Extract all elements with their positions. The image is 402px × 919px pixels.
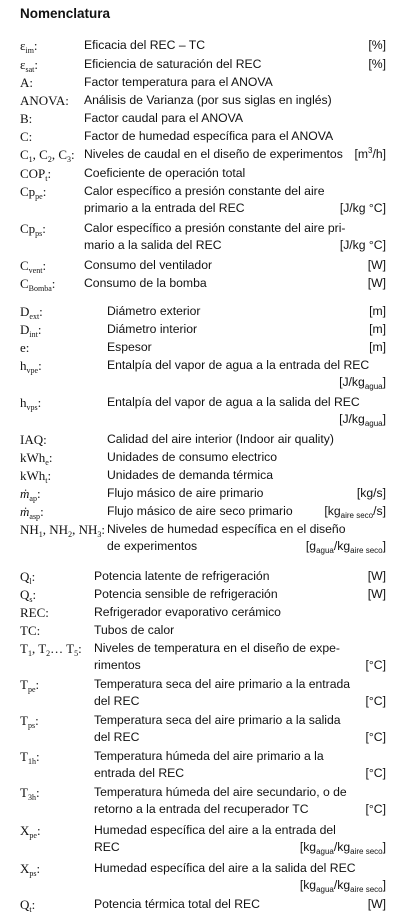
symbol: $D_{int}$: <box>20 322 42 339</box>
definition <box>84 56 386 73</box>
page-title: Nomenclatura <box>20 6 111 21</box>
definition <box>94 748 386 782</box>
symbol: A: <box>20 75 33 90</box>
symbol: $Q_t$: <box>20 897 36 914</box>
symbol: ṁ$_{ap}$: <box>20 486 41 503</box>
unit: $[m^3/h]$ <box>354 145 386 161</box>
symbol: $C_1$, $C_2$, $C_3$: <box>20 147 75 164</box>
symbol: IAQ: <box>20 432 47 447</box>
definition <box>94 622 386 639</box>
symbol: $NH_1$, $NH_2$, $NH_3$: <box>20 522 105 539</box>
symbol: TC: <box>20 623 41 638</box>
symbol: $T_1$, $T_2\dots$ $T_5$: <box>20 641 82 658</box>
unit: [W] <box>367 587 386 601</box>
definition-text: Niveles de temperatura en el diseño de expe- <box>94 641 340 655</box>
symbol: REC: <box>20 605 49 620</box>
definition-text: Calor específico a presión constante del aire pri- <box>84 221 346 235</box>
definition-text: Análisis de Varianza (por sus siglas en inglés) <box>84 93 332 107</box>
definition <box>94 896 386 913</box>
definition-text: Coeficiente de operación total <box>84 166 246 180</box>
definition <box>94 640 386 674</box>
unit: [m] <box>369 304 386 318</box>
definition-continuation: $[kg_{agua}/kg_{aire seco}]$ REC <box>94 840 386 857</box>
symbol: $X_{ps}$: <box>20 861 41 878</box>
unit: [°C] <box>365 730 386 745</box>
definition <box>94 568 386 585</box>
definition-text: Unidades de consumo electrico <box>107 450 278 464</box>
definition <box>94 586 386 603</box>
symbol: e: <box>20 340 30 355</box>
symbol: $T_{ps}$: <box>20 713 39 730</box>
unit: [W] <box>367 258 386 272</box>
definition <box>107 303 386 320</box>
definition-continuation: $[J/kg_{agua}]$ <box>339 375 386 392</box>
symbol: $COP_t$: <box>20 166 52 183</box>
definition-text: [m] Diámetro interior <box>107 321 386 338</box>
definition-text: [kg/s] Flujo másico de aire primario <box>107 485 386 502</box>
definition <box>107 503 386 520</box>
definition-continuation: $[g_{agua}/kg_{aire seco}]$ de experimentos <box>107 539 386 556</box>
definition-continuation: [J/kg °C] primario a la entrada del REC <box>84 200 386 217</box>
definition-text: [m] Diámetro exterior <box>107 303 386 320</box>
definition <box>107 521 386 555</box>
unit: $[g_{agua}/kg_{aire seco}]$ <box>305 539 386 556</box>
definition <box>107 357 386 391</box>
symbol: ANOVA: <box>20 93 69 108</box>
definition-text: [%] Eficiencia de saturación del REC <box>84 56 386 73</box>
unit: [°C] <box>365 802 386 817</box>
definition-continuation: [°C] retorno a la entrada del recuperador TC <box>94 801 386 818</box>
unit: [°C] <box>365 694 386 709</box>
unit: [W] <box>367 897 386 911</box>
definition-text: [W] Consumo de la bomba <box>84 275 386 292</box>
unit: [J/kg °C] <box>339 238 386 253</box>
definition <box>107 394 386 428</box>
symbol: $h_{vps}$: <box>20 395 42 412</box>
symbol: C: <box>20 129 33 144</box>
definition-text: Factor temperatura para el ANOVA <box>84 75 273 89</box>
definition-text: Factor de humedad específica para el ANOVA <box>84 129 334 143</box>
definition-text: Tubos de calor <box>94 623 175 637</box>
definition-text: Humedad específica del aire a la entrada del <box>94 823 336 837</box>
definition-text: [W] Potencia latente de refrigeración <box>94 568 386 585</box>
definition-text: Temperatura seca del aire primario a la salida <box>94 713 341 727</box>
definition-continuation: [°C] entrada del REC <box>94 765 386 782</box>
unit: [W] <box>367 569 386 583</box>
unit: [W] <box>367 276 386 290</box>
definition-continuation: $[J/kg_{agua}]$ <box>339 412 386 429</box>
definition-continuation: [°C] del REC <box>94 729 386 746</box>
unit: [°C] <box>365 766 386 781</box>
unit: [%] <box>368 57 386 71</box>
symbol: $Cp_{pe}$: <box>20 184 47 201</box>
definition-text: Refrigerador evaporativo cerámico <box>94 605 281 619</box>
definition <box>84 220 386 254</box>
symbol: $C_{Bomba}$: <box>20 276 56 293</box>
definition-text: Calor específico a presión constante del aire <box>84 184 325 198</box>
definition <box>94 712 386 746</box>
definition-text: Humedad específica del aire a la salida del REC <box>94 861 356 875</box>
definition-text: Entalpía del vapor de agua a la salida del REC <box>107 395 360 409</box>
definition <box>107 431 386 448</box>
symbol: $h_{vpe}$: <box>20 358 42 375</box>
unit: [m] <box>369 340 386 354</box>
definition-text: Temperatura húmeda del aire primario a la <box>94 749 324 763</box>
symbol: ṁ$_{asp}$: <box>20 504 44 521</box>
symbol: $T_{pe}$: <box>20 677 40 694</box>
definition <box>94 676 386 710</box>
symbol: $X_{pe}$: <box>20 823 41 840</box>
definition-text: [W] Potencia sensible de refrigeración <box>94 586 386 603</box>
definition <box>94 860 386 894</box>
definition-text: Temperatura húmeda del aire secundario, o de <box>94 785 347 799</box>
unit: [kg/s] <box>356 486 386 500</box>
definition <box>94 822 386 856</box>
definition-text: [m] Espesor <box>107 339 386 356</box>
unit: $[kg_{aire seco}/s]$ <box>324 504 386 520</box>
symbol: kWh$_e$: <box>20 450 53 467</box>
definition <box>84 128 386 145</box>
definition-text: Temperatura seca del aire primario a la entrada <box>94 677 351 691</box>
definition-text: Unidades de demanda térmica <box>107 468 273 482</box>
definition <box>107 321 386 338</box>
unit: [J/kg °C] <box>339 201 386 216</box>
definition <box>94 604 386 621</box>
definition-text: $[kg_{aire seco}/s]$ Flujo másico de aire seco primario <box>107 504 386 520</box>
symbol: $Cp_{ps}$: <box>20 221 46 238</box>
definition-text: Niveles de humedad específica en el diseño <box>107 522 346 536</box>
symbol: kWh$_t$: <box>20 468 52 485</box>
symbol: $C_{vent}$: <box>20 258 47 275</box>
unit: [°C] <box>365 658 386 673</box>
symbol: $D_{ext}$: <box>20 304 43 321</box>
unit: [%] <box>368 38 386 52</box>
definition <box>84 92 386 109</box>
definition-text: Entalpía del vapor de agua a la entrada del REC <box>107 358 370 372</box>
definition <box>84 183 386 217</box>
symbol: $Q_s$: <box>20 587 37 604</box>
definition-continuation: [°C] rimentos <box>94 657 386 674</box>
symbol: B: <box>20 111 33 126</box>
symbol: $\varepsilon_{im}$: <box>20 38 38 55</box>
definition <box>84 257 386 274</box>
definition-text: [W] Potencia térmica total del REC <box>94 896 386 913</box>
unit: $[kg_{agua}/kg_{aire seco}]$ <box>299 840 386 857</box>
definition <box>107 449 386 466</box>
definition <box>84 110 386 127</box>
definition <box>84 146 386 163</box>
definition <box>84 74 386 91</box>
definition-text: Factor caudal para el ANOVA <box>84 111 243 125</box>
definition-continuation: $[kg_{agua}/kg_{aire seco}]$ <box>299 878 386 895</box>
definition <box>84 275 386 292</box>
definition-continuation: [J/kg °C] mario a la salida del REC <box>84 237 386 254</box>
symbol: $T_{3h}$: <box>20 785 40 802</box>
definition-continuation: [°C] del REC <box>94 693 386 710</box>
definition-text: [W] Consumo del ventilador <box>84 257 386 274</box>
definition <box>107 467 386 484</box>
definition <box>94 784 386 818</box>
unit: [m] <box>369 322 386 336</box>
definition <box>84 37 386 54</box>
definition-text: $[m^3/h]$ Niveles de caudal en el diseño de experimentos <box>84 146 386 163</box>
definition <box>84 165 386 182</box>
symbol: $Q_l$: <box>20 569 36 586</box>
definition-text: Calidad del aire interior (Indoor air quality) <box>107 432 334 446</box>
definition-text: [%] Eficacia del REC – TC <box>84 37 386 54</box>
symbol: $T_{1h}$: <box>20 749 40 766</box>
definition <box>107 485 386 502</box>
symbol: $\varepsilon_{sat}$: <box>20 57 38 74</box>
definition <box>107 339 386 356</box>
